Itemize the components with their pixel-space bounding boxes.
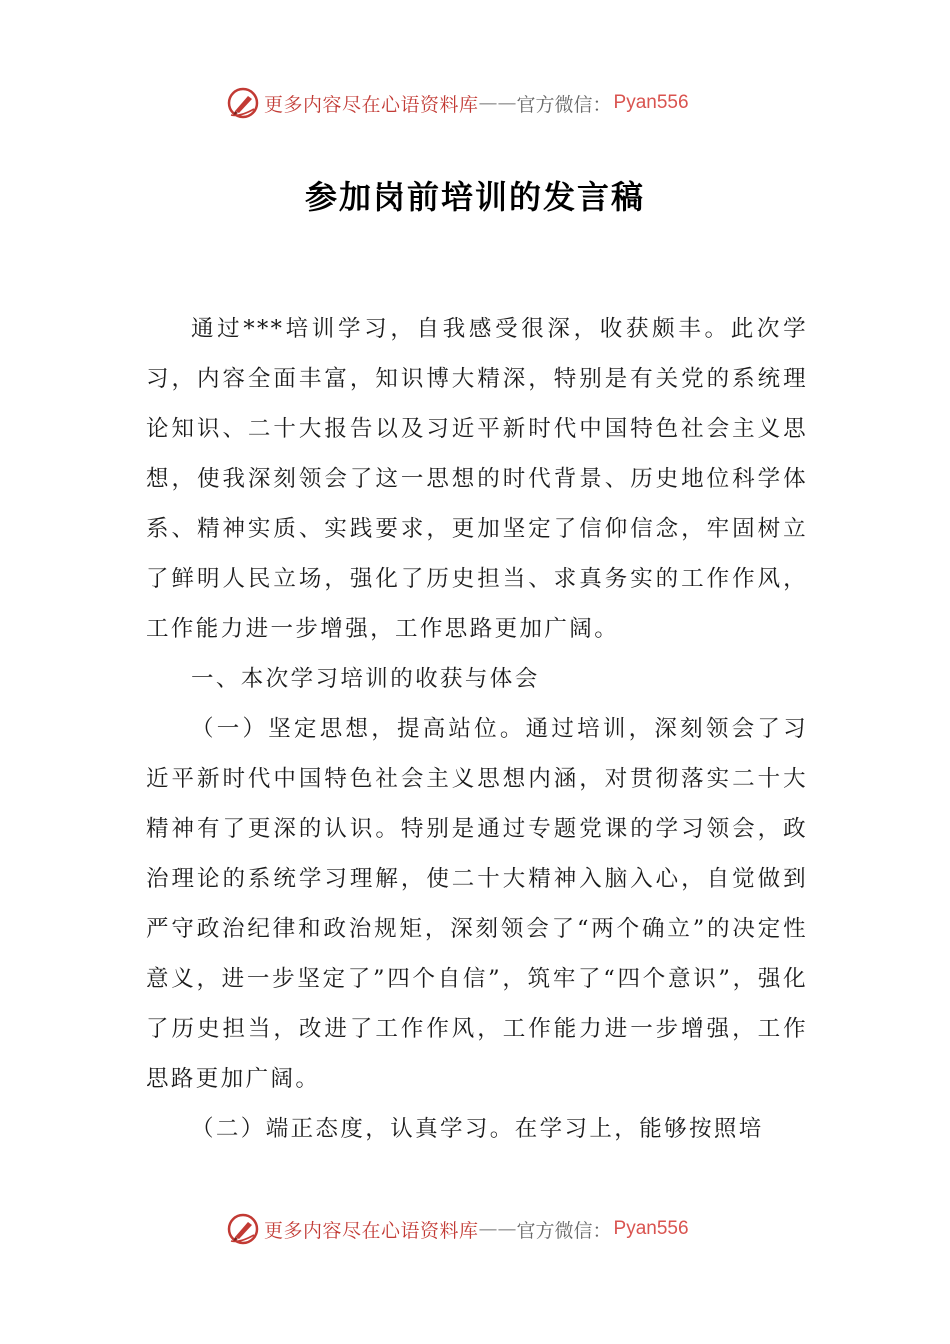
banner-text: 更多内容尽在心语资料库 [264,93,479,116]
pen-logo-icon [226,1212,260,1246]
document-body [146,304,808,1154]
paragraph-section-2: （二）端正态度，认真学习。在学习上，能够按照培 [191,1116,764,1142]
banner-separator: —— [478,1218,517,1240]
banner-separator: —— [478,92,517,114]
banner-wechat-label: 官方微信： [516,1219,612,1242]
banner-wechat-label: 官方微信： [516,93,612,116]
paragraph-section-1: （一）坚定思想，提高站位。通过培训，深刻领会了习近平新时代中国特色社会主义思想内涵，对贯彻落实二十大精神有了更深的认识。特别是通过专题党课的学习领会，政治理论的系统学习理解，使二十大精神入脑入心，自觉做到严守政治纪律和政治规矩，深刻领会了“两个确立”的决定性意义，进一步坚定了”四个自信”，筑牢了“四个意识”，强化了历史担当，改进了工作作风，工作能力进一步增强，工作思路更加广阔。 [146,716,808,1092]
document-title: 参加岗前培训的发言稿 [304,178,645,216]
header-banner [226,86,689,120]
footer-banner [226,1212,689,1246]
section-heading: 一、本次学习培训的收获与体会 [191,666,540,692]
paragraph-intro: 通过***培训学习，自我感受很深，收获颇丰。此次学习，内容全面丰富，知识博大精深，特别是有关党的系统理论知识、二十大报告以及习近平新时代中国特色社会主义思想，使我深刻领会了这一思想的时代背景、历史地位科学体系、精神实质、实践要求，更加坚定了信仰信念，牢固树立了鲜明人民立场，强化了历史担当、求真务实的工作作风，工作能力进一步增强，工作思路更加广阔。 [146,316,808,642]
banner-wechat-id: Pyan556 [613,92,689,113]
banner-wechat-id: Pyan556 [613,1218,689,1239]
banner-text: 更多内容尽在心语资料库 [264,1219,479,1242]
pen-logo-icon [226,86,260,120]
